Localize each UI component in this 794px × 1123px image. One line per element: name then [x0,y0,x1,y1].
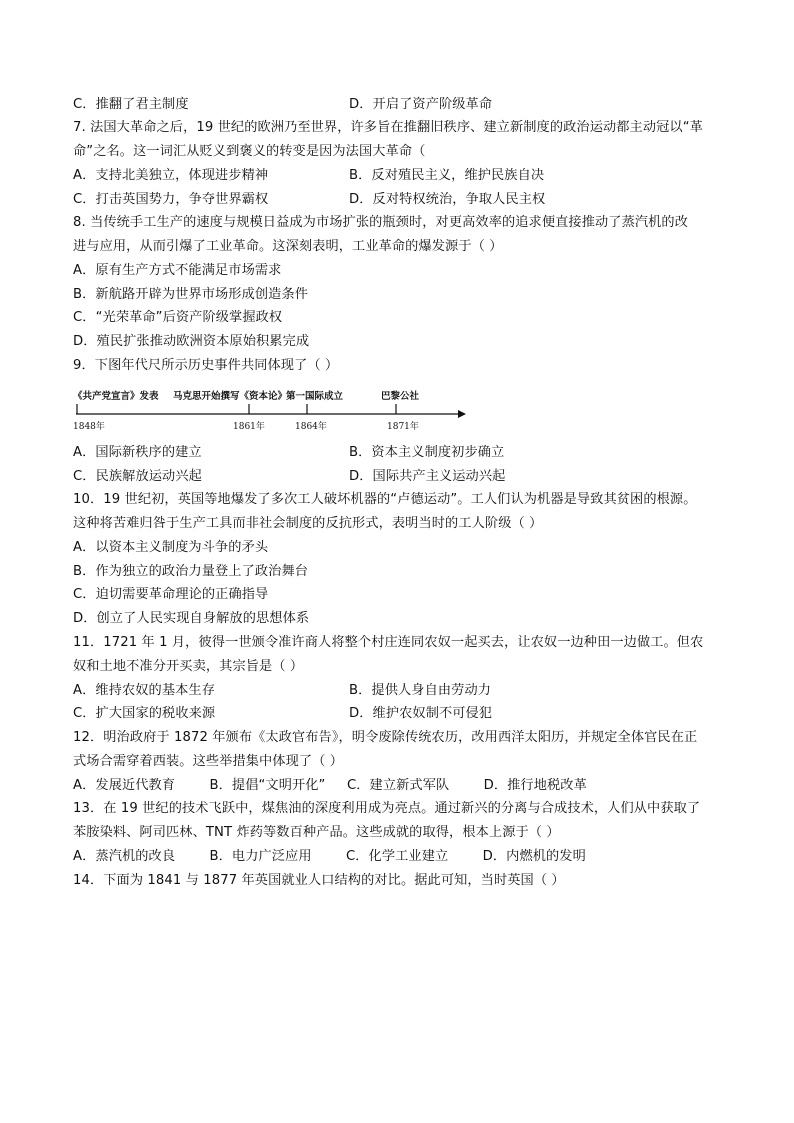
event-manifesto: 《共产党宣言》发表 [73,391,159,402]
q13-stem-line2: 苯胺染料、阿司匹林、TNT 炸药等数百种产品。这些成就的取得，根本上源于（ ） [73,825,560,840]
q8-option-b: B．新航路开辟为世界市场形成创造条件 [73,287,309,302]
q9-option-a: A．国际新秩序的建立 [73,445,202,460]
q11-option-a: A．维持农奴的基本生存 [73,683,215,698]
q11-option-c: C．扩大国家的税收来源 [73,706,216,721]
timeline-arrow [458,410,466,418]
q8-option-d: D．殖民扩张推动欧洲资本原始积累完成 [73,334,310,349]
year-1861: 1861年 [233,422,265,432]
q7-option-a: A．支持北美独立，体现进步精神 [73,168,269,183]
q9-option-c: C．民族解放运动兴起 [73,469,202,484]
q7-stem-line2: 命”之名。这一词汇从贬义到褒义的转变是因为法国大革命（ [73,144,426,159]
q13-stem-line1: 13．在 19 世纪的技术飞跃中，煤焦油的深度利用成为亮点。通过新兴的分离与合成技术，人们从中获取了 [73,801,701,816]
q10-option-c: C．迫切需要革命理论的正确指导 [73,587,269,602]
q11-option-b: B．提供人身自由劳动力 [349,683,492,698]
q9-timeline [73,382,493,432]
q9-option-d: D．国际共产主义运动兴起 [349,469,506,484]
q12-options: A．发展近代教育 B．提倡“文明开化” C．建立新式军队 D．推行地税改革 [73,778,587,793]
q11-stem-line1: 11．1721 年 1 月，彼得一世颁令准许商人将整个村庄连同农奴一起买去，让农奴一边种田一边做工。但农 [73,635,704,650]
year-1864: 1864年 [295,422,327,432]
q11-stem-line2: 奴和土地不准分开买卖，其宗旨是（ ） [73,659,304,674]
q7-option-b: B．反对殖民主义，维护民族自决 [349,168,545,183]
event-first-international: 第一国际成立 [286,391,344,402]
q8-option-a: A．原有生产方式不能满足市场需求 [73,263,282,278]
q10-option-b: B．作为独立的政治力量登上了政治舞台 [73,564,309,579]
q6-option-c: C．推翻了君主制度 [73,97,189,112]
q10-stem-line1: 10．19 世纪初，英国等地爆发了多次工人破坏机器的“卢德运动”。工人们认为机器是导致其贫困的根源。 [73,492,697,507]
q7-option-d: D．反对特权统治，争取人民主权 [349,192,546,207]
q14-stem: 14．下面为 1841 与 1877 年英国就业人口结构的对比。据此可知，当时英国（ ） [73,873,565,888]
event-paris-commune: 巴黎公社 [381,391,420,402]
q12-stem-line1: 12．明治政府于 1872 年颁布《太政官布告》，明令废除传统农历，改用西洋太阳历，并规定全体官民在正 [73,730,698,745]
year-1871: 1871年 [387,422,419,432]
q10-option-d: D．创立了人民实现自身解放的思想体系 [73,611,310,626]
q10-stem-line2: 这种将苦难归咎于生产工具而非社会制度的反抗形式，表明当时的工人阶级（ ） [73,516,543,531]
q8-stem-line2: 进与应用，从而引爆了工业革命。这深刻表明，工业革命的爆发源于（ ） [73,239,503,254]
q7-option-c: C．打击英国势力，争夺世界霸权 [73,192,269,207]
q13-options: A．蒸汽机的改良 B．电力广泛应用 C．化学工业建立 D．内燃机的发明 [73,849,586,864]
q11-option-d: D．维护农奴制不可侵犯 [349,706,493,721]
event-capital: 马克思开始撰写《资本论》 [173,391,288,402]
q7-stem-line1: 7. 法国大革命之后，19 世纪的欧洲乃至世界，许多旨在推翻旧秩序、建立新制度的政治运动都主动冠以“革 [73,120,703,135]
q8-stem-line1: 8. 当传统手工生产的速度与规模日益成为市场扩张的瓶颈时，对更高效率的追求便直接推动了蒸汽机的改 [73,215,689,230]
q12-stem-line2: 式场合需穿着西装。这些举措集中体现了（ ） [73,754,344,769]
q10-option-a: A．以资本主义制度为斗争的矛头 [73,540,269,555]
q8-option-c: C．“光荣革命”后资产阶级掌握政权 [73,310,283,325]
q9-stem: 9．下图年代尺所示历史事件共同体现了（ ） [73,358,339,373]
q9-option-b: B．资本主义制度初步确立 [349,445,505,460]
q6-option-d: D．开启了资产阶级革命 [349,97,493,112]
year-1848: 1848年 [73,422,105,432]
